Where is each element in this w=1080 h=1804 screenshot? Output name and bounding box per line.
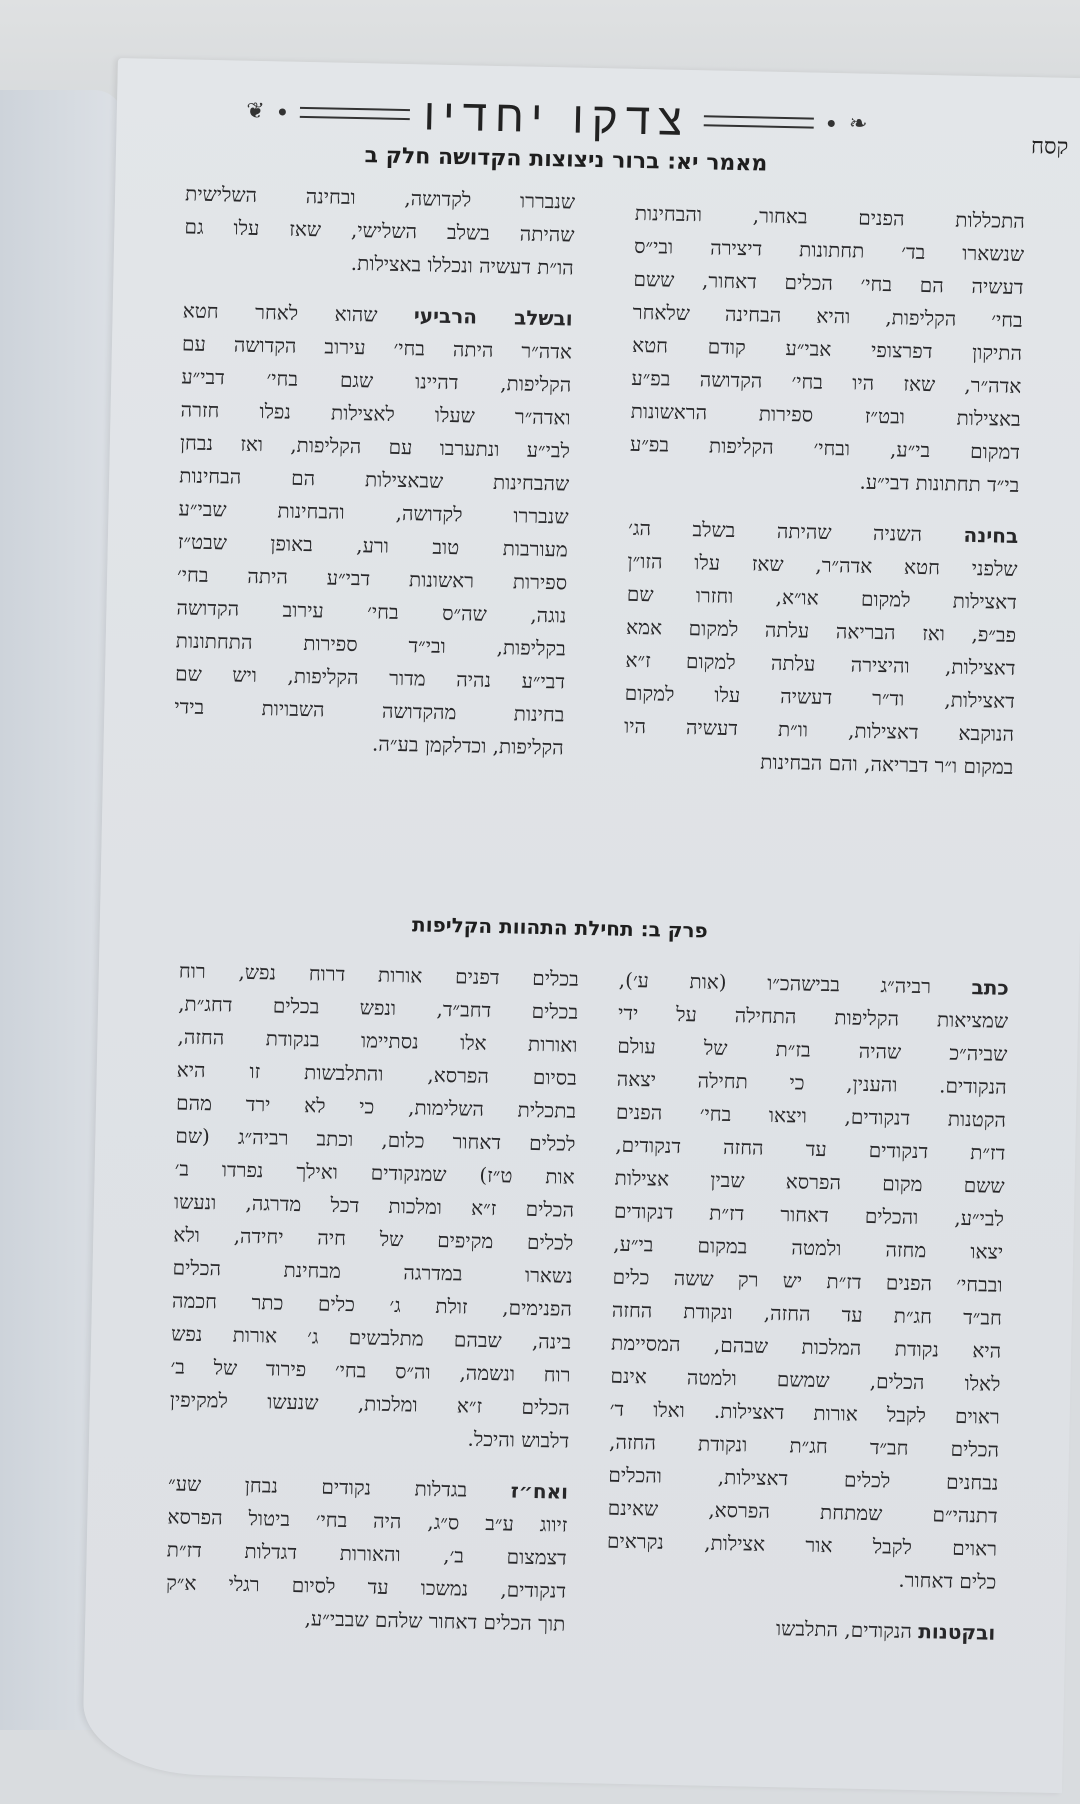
text-line: הכלים חב״ד חג״ת ונקודת החזה,	[608, 1429, 1000, 1462]
text-line: שנשארו בד׳ תחתונות דיצירה ובי״ס	[633, 233, 1025, 267]
text-line: שלפני חטא אדה״ר, שאז עלו הזו״ן	[627, 548, 1018, 581]
text-line: נבחנים לכלים דאצילות, והכלים	[608, 1462, 999, 1495]
text-line: רוח ונשמה, וה״ס בחי׳ פירוד של ב׳	[170, 1354, 571, 1387]
chapter-heading: מאמר יא: ברור ניצוצות הקדושה חלק ב	[364, 143, 768, 177]
text-line: דאצילות, והיצירה עלתה למקום ז״א	[625, 647, 1016, 680]
running-head	[206, 80, 907, 155]
lead-word: ובשלב הרביעי	[413, 303, 573, 331]
text-line: הקליפות, וכדלקמן בע״ה.	[371, 731, 564, 760]
text-line: בכלים דפנים אורות דרוח נפש, רוח	[178, 958, 580, 991]
text-line: ובקטנות הנקודים, התלבשו	[775, 1616, 996, 1645]
book-title: צדקו יחדיו	[423, 88, 691, 146]
text-line: התכללות הפנים באחור, והבחינות	[634, 200, 1026, 234]
text-line: בינה, שבהם מתלבשים ג׳ אורות נפש	[171, 1321, 572, 1354]
section2-right-column	[605, 964, 1009, 1668]
text-line: ואח״ז בגדלות נקודים נבחן שע״	[167, 1471, 569, 1504]
text-line: לאלו הכלים, שמשם ולמטה אינם	[610, 1363, 1001, 1396]
text-line: שנבררו לקדושה, והבחינות שבי״ע	[178, 496, 569, 529]
text-line: במקום ו״ר דבריאה, והם הבחינות	[760, 749, 1014, 779]
text-line: דצמצום ב׳, והאורות דגדלות דז״ת	[166, 1537, 567, 1570]
text-line: ספירות ראשונות דבי״ע היתה בחי׳	[176, 562, 568, 595]
text-line: ובבחי׳ הפנים דז״ת יש רק ששה כלים	[612, 1264, 1003, 1297]
section1-right-column	[623, 197, 1025, 802]
lead-word: כתב	[971, 975, 1009, 1000]
text-line: שנבררו לקדושה, ובחינה השלישית	[184, 181, 576, 214]
text-line: דתנהי״ם שמתחת הפרסא, שאינם	[607, 1495, 998, 1528]
ornament-icon: ❧	[848, 110, 868, 137]
paragraph	[606, 964, 1009, 1599]
text-line: דנקודים, נמשכו עד לסיום רגלי א״ק	[165, 1570, 567, 1603]
text-line: מעורבות טוב ורע, באופן שבט״ז	[177, 529, 569, 562]
paragraph	[169, 954, 579, 1457]
ornament-icon: ❦	[245, 98, 265, 124]
text-line: אדה״ר, שאז היו בחי׳ הקדושה בפ״ע	[631, 365, 1022, 398]
paragraph	[183, 177, 575, 284]
text-line: יצאו מחזה ולמטה במקום בי״ע,	[613, 1231, 1004, 1264]
section1-left-column	[173, 177, 575, 782]
text-line: ראוים לקבל אור אצילות, נקראים	[606, 1528, 998, 1561]
text-line: תוך הכלים דאחור שלהם שבבי״ע,	[304, 1606, 566, 1636]
text-line: שהבחינות שבאצילות הם הבחינות	[179, 463, 570, 496]
text-line: דמקום בי״ע, ובחי׳ הקליפות בפ״ע	[629, 431, 1021, 464]
text-line: ששם מקום הפרסא שבין אצילות	[614, 1165, 1005, 1198]
bullet-dot-icon	[279, 108, 286, 115]
page-number: קסח	[1030, 134, 1069, 160]
paragraph	[623, 512, 1018, 784]
text-line: שביה״כ שהיה בז״ת של עולם	[617, 1033, 1008, 1066]
text-line: כלים דאחור.	[898, 1567, 997, 1594]
text-line: דעשיה הם בחי׳ הכלים דאחור, ששם	[633, 266, 1024, 300]
text-line: פב״פ, ואז הבריאה עלתה למקום אמא	[625, 614, 1017, 647]
text-line: בתכלית השלימות, כי לא ירד מהם	[175, 1090, 577, 1123]
text-line: כתב רביה״ג בבישהכ״ו (אות ע׳),	[618, 967, 1009, 1000]
section-heading: פרק ב: תחילת התהוות הקליפות	[411, 912, 708, 943]
lead-word: בחינה	[963, 522, 1019, 548]
text-line: הקטנות דנקודים, ויצאו בחי׳ הפנים	[615, 1099, 1007, 1132]
text-line: נוגה, שה״ס בחי׳ עירוב הקדושה	[176, 595, 567, 628]
text-line: חב״ד חג״ת עד החזה, ונקודת החזה	[611, 1297, 1003, 1330]
text-line: זיווג ע״ב ס״ג, היה בחי׳ ביטול הפרסא	[167, 1504, 568, 1537]
text-line: בכלים דחב״ד, ונפש בכלים דחג״ת,	[177, 991, 579, 1024]
text-line: אדה״ר היתה בחי׳ עירוב הקדושה עם	[181, 331, 573, 364]
text-line: שמציאות הקליפות התחילה על ידי	[617, 1000, 1009, 1033]
text-line: הנוקבא דאצילות, וו״ת דעשיה היו	[623, 713, 1015, 746]
text-line: דבי״ע נהיה מדור הקליפות, ויש שם	[174, 661, 566, 694]
double-rule	[300, 106, 410, 119]
paragraph	[629, 197, 1025, 502]
text-line: שהיתה בשלב השלישי, שאז עלו גם	[184, 214, 575, 247]
text-line: בחי׳ הקליפות, והיא הבחינה שלאחר	[632, 299, 1023, 333]
text-line: היא נקודת המלכות שבהם, המסיימת	[610, 1330, 1002, 1363]
text-line: באצילות ובט״ז ספירות הראשונות	[630, 398, 1021, 431]
text-line: אות ט״ז) שמנקודים ואילך נפרדו ב׳	[174, 1156, 575, 1189]
text-line: בחינות מהקדושה השבויות בידי	[174, 694, 565, 727]
text-line: בקליפות, ובי״ד ספירות התחתונות	[175, 628, 566, 661]
text-line: דלבוש והיכל.	[467, 1426, 570, 1453]
text-line: דאצילות, וד״ר דעשיה עלו למקום	[624, 680, 1015, 713]
text-line: ראוים לקבל אורות דאצילות. ואלו ד׳	[609, 1396, 1000, 1429]
text-line: הו״ת דעשיה ונכללו באצילות.	[350, 250, 574, 280]
text-line: בסיום הפרסא, והתלבשות זו היא	[176, 1057, 577, 1090]
text-line: לבי״ע, והכלים דאחור דז״ת דנקודים	[613, 1198, 1005, 1231]
text-line: הקליפות, דהיינו שגם בחי׳ דבי״ע	[181, 364, 572, 397]
text-line: בחינה השניה שהיתה בשלב הג׳	[628, 515, 1019, 548]
text-line: ואורות אלו נסתיימו בנקודת החזה,	[177, 1024, 578, 1057]
paragraph	[173, 294, 573, 764]
lead-word: ובקטנות	[918, 1619, 996, 1645]
paragraph	[605, 1609, 996, 1650]
text-line: התיקון דפרצופי אבי״ע קודם חטא	[631, 332, 1023, 365]
text-line: בי״ד תחתונות דבי״ע.	[859, 469, 1020, 497]
double-rule	[704, 115, 814, 128]
text-line: נשארו במדרגה מבחינת הכלים	[172, 1255, 573, 1288]
text-line: לכלים מקיפים של חיה יחידה, ולא	[173, 1222, 574, 1255]
text-line: לכלים דאחור כלום, וכתב רביה״ג (שם	[175, 1123, 576, 1156]
text-line: הפנימים, זולת ג׳ כלים כתר חכמה	[171, 1288, 573, 1321]
book-page	[82, 58, 1080, 1793]
text-line: דז״ת דנקודים עד החזה דנקודים,	[615, 1132, 1006, 1165]
text-line: לבי״ע ונתערבו עם הקליפות, ואז נבחן	[179, 430, 571, 463]
section2-left-column	[165, 954, 579, 1658]
text-line: ואדה״ר שעלו לאצילות נפלו חזרה	[180, 397, 571, 430]
text-line: ובשלב הרביעי שהוא לאחר חטא	[182, 298, 573, 331]
bullet-dot-icon	[828, 119, 835, 126]
text-line: הכלים ז״א ומלכות, שנעשו למקיפין	[169, 1387, 571, 1420]
text-line: הכלים ז״א ומלכות דכל מדרגה, ונעשו	[173, 1189, 575, 1222]
lead-word: ואח״ז	[510, 1478, 569, 1504]
text-line: הנקודים. והענין, כי תחילה יצאה	[616, 1066, 1007, 1099]
text-line: דאצילות למקום או״א, וחזרו שם	[626, 581, 1018, 614]
paragraph	[165, 1467, 568, 1640]
